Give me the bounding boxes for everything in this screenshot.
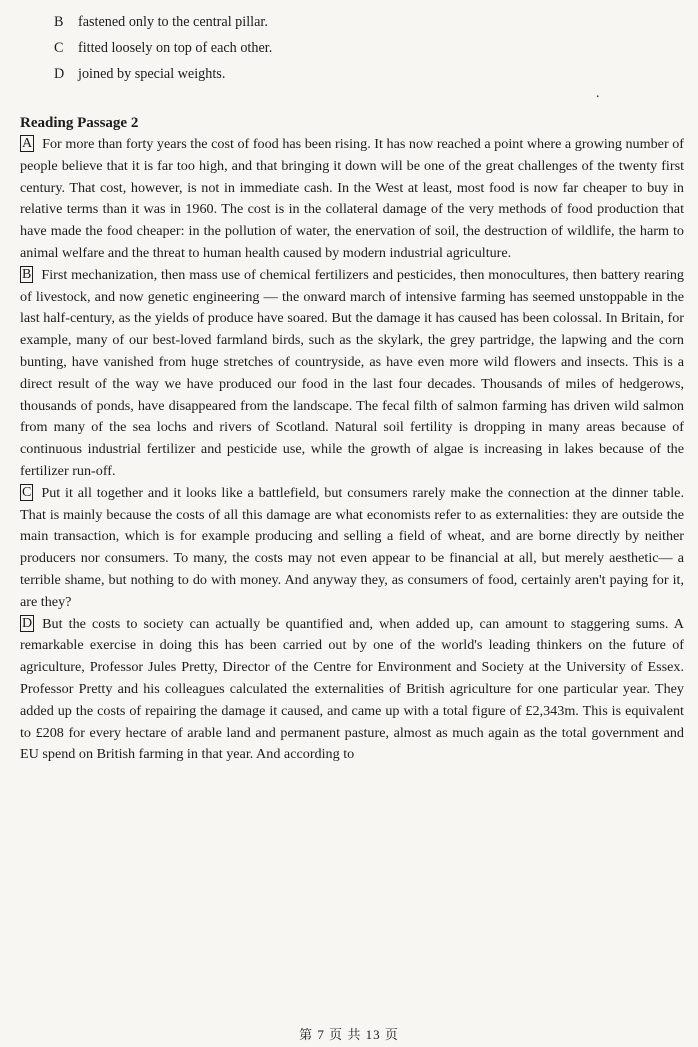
paragraph-label: B <box>22 266 32 282</box>
passage-body <box>20 134 684 766</box>
option-letter: D <box>54 66 65 82</box>
stray-mark: . <box>596 86 600 101</box>
option-text: joined by special weights. <box>78 66 226 82</box>
paragraph-text: First mechanization, then mass use of chemical fertilizers and pesticides, then monocultures, then battery rearing of livestock, and now genetic engineering — the onward march of intensive farming has seemed unstoppable in the last half-century, as the yields of produce have soared. But the damage it has caused has been colossal. In Britain, for example, many of our best-loved farmland birds, such as the skylark, the grey partridge, the lapwing and the corn bunting, have vanished from huge stretches of countryside, as have even more wild flowers and insects. This is a direct result of the way we have produced our food in the last four decades. Thousands of miles of hedgerows, thousands of ponds, have disappeared from the landscape. The fecal filth of salmon farming has driven wild salmon from many of the sea lochs and rivers of Scotland. Natural soil fertility is dropping in many areas because of continuous industrial fertilizer and pesticide use, while the growth of algae is increasing in lakes because of the fertilizer run-off. <box>20 266 684 479</box>
page-footer: 第 7 页 共 13 页 <box>299 1027 399 1042</box>
paragraph-label: A <box>22 136 33 151</box>
paragraph-c <box>20 483 684 614</box>
paragraph-label: D <box>22 615 33 631</box>
option-d <box>54 61 272 87</box>
paragraph-a <box>20 134 684 265</box>
paragraph-text: But the costs to society can actually be quantified and, when added up, can amount to staggering sums. A remarkable exercise in doing this has been carried out by one of the world's leading thinkers on the future of agriculture, Professor Jules Pretty, Director of the Centre for Environment and Society at the University of Essex. Professor Pretty and his colleagues calculated the externalities of British agriculture for one particular year. They added up the costs of repairing the damage it caused, and came up with a total figure of £2,343m. This is equivalent to £208 for every hectare of arable land and permanent pasture, almost as much again as the total government and EU spend on British farming in that year. And according to <box>20 615 684 763</box>
paragraph-label: C <box>22 484 32 500</box>
option-c <box>54 35 272 61</box>
paragraph-text: Put it all together and it looks like a battlefield, but consumers rarely make the connection at the dinner table. That is mainly because the costs of all this damage are what economists refer to as externalities: they are outside the main transaction, which is for example producing and selling a field of wheat, and are borne directly by neither producers nor consumers. To many, the costs may not even appear to be financial at all, but merely aesthetic— a terrible shame, but nothing to do with money. And anyway they, as consumers of food, certainly aren't paying for it, are they? <box>20 484 684 610</box>
option-text: fastened only to the central pillar. <box>78 14 268 30</box>
option-text: fitted loosely on top of each other. <box>78 40 273 56</box>
option-letter: B <box>54 14 64 30</box>
paragraph-text: For more than forty years the cost of food has been rising. It has now reached a point where a growing number of people believe that it is far too high, and that bringing it down will be one of the great challenges of the twenty first century. That cost, however, is not in immediate cash. In the West at least, most food is now far cheaper to buy in relative terms than it was in 1960. The cost is in the collateral damage of the very methods of food production that have made the food cheaper: in the pollution of water, the enervation of soil, the destruction of wildlife, the harm to animal welfare and the threat to human health caused by modern industrial agriculture. <box>20 136 684 261</box>
option-letter: C <box>54 40 64 56</box>
paragraph-b <box>20 265 684 483</box>
answer-options <box>54 9 272 87</box>
option-b <box>54 9 272 35</box>
paragraph-d <box>20 614 684 767</box>
passage-heading: Reading Passage 2 <box>20 115 139 131</box>
